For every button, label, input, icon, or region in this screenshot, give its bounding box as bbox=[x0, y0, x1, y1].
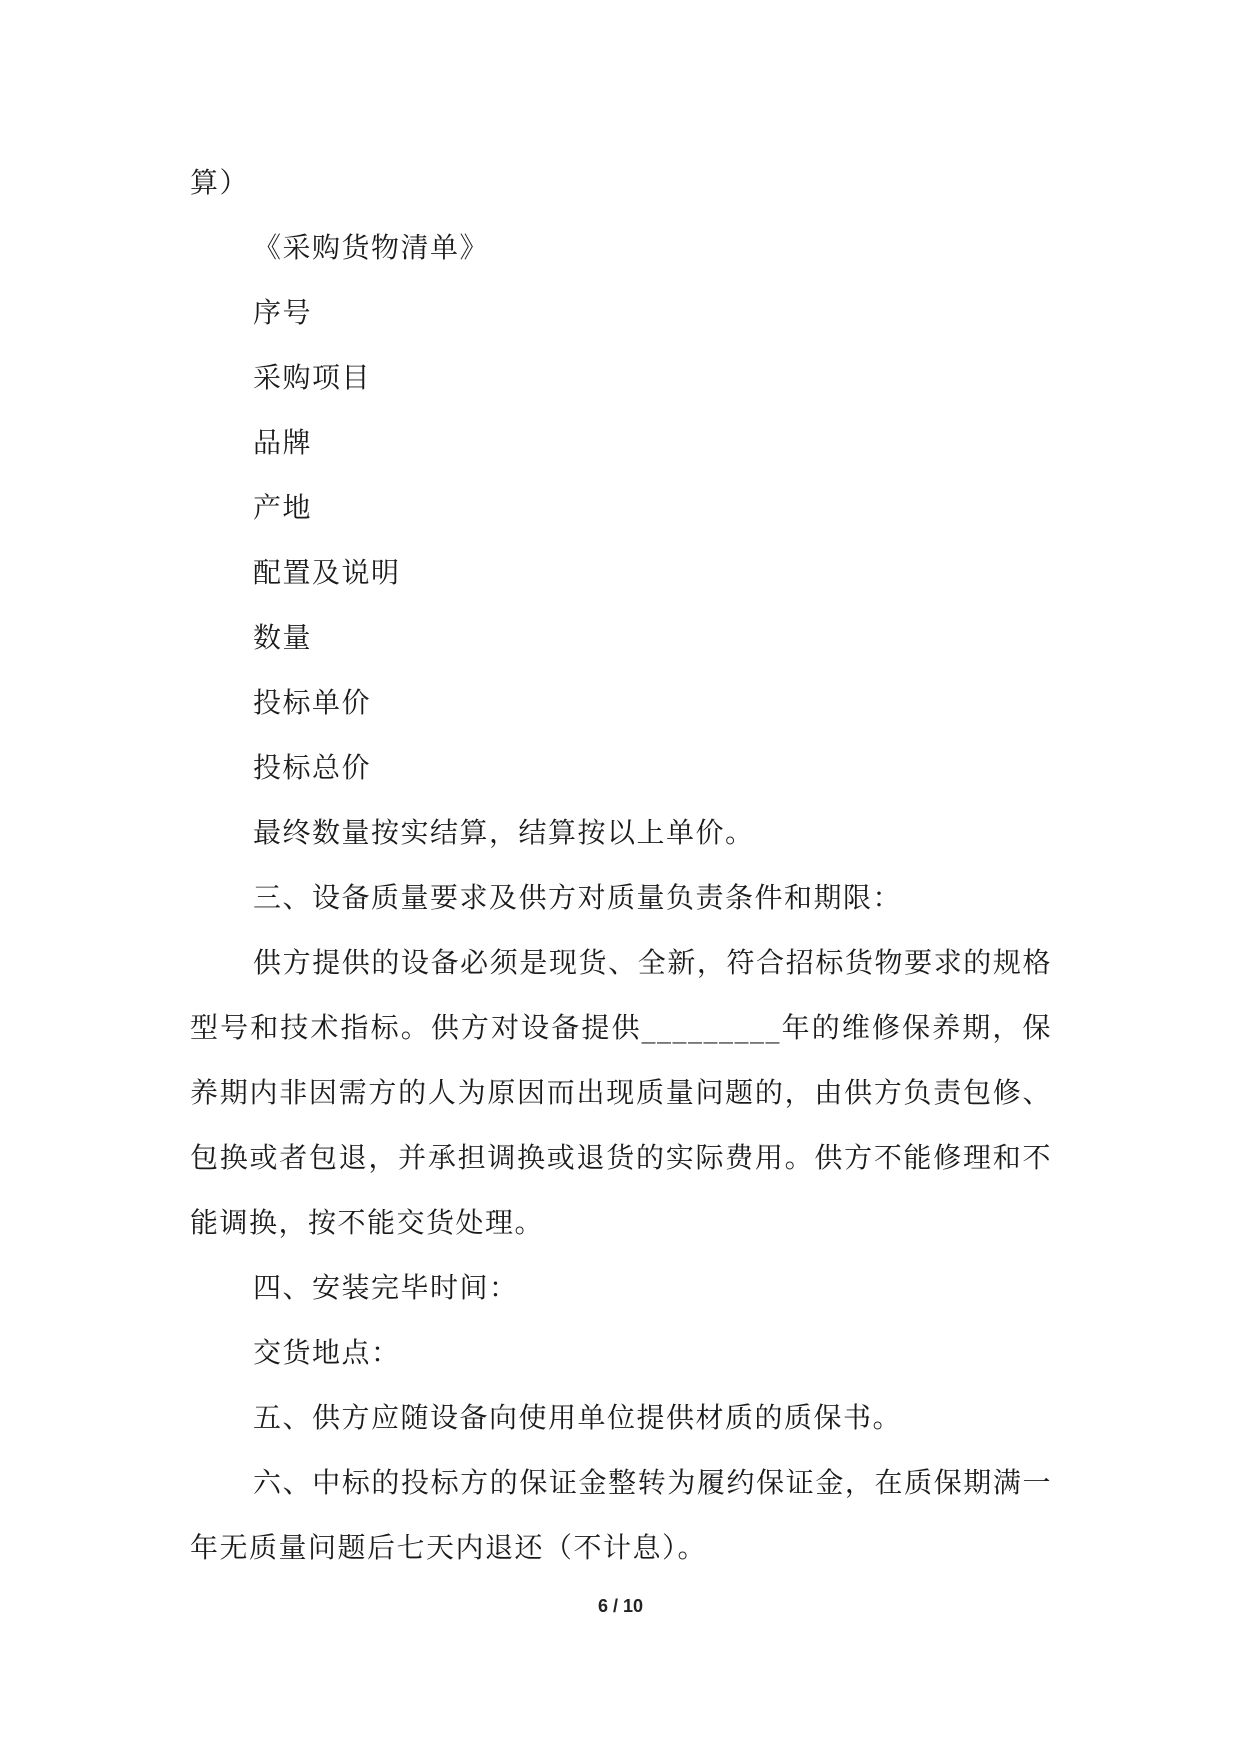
column-configuration: 配置及说明 bbox=[253, 556, 401, 589]
list-title: 《采购货物清单》 bbox=[253, 231, 490, 264]
column-procurement-item: 采购项目 bbox=[253, 361, 372, 394]
section-three-heading: 三、设备质量要求及供方对质量负责条件和期限： bbox=[253, 881, 903, 914]
section-five: 五、供方应随设备向使用单位提供材质的质保书。 bbox=[253, 1401, 903, 1434]
section-four-heading: 四、安装完毕时间： bbox=[253, 1271, 519, 1304]
section-six: 六、中标的投标方的保证金整转为履约保证金，在质保期满一年无质量问题后七天内退还（不计息）。 bbox=[190, 1466, 1052, 1564]
settlement-note: 最终数量按实结算，结算按以上单价。 bbox=[253, 816, 755, 849]
column-brand: 品牌 bbox=[253, 426, 313, 459]
column-total-price: 投标总价 bbox=[253, 751, 372, 784]
column-serial-number: 序号 bbox=[253, 296, 313, 329]
column-origin: 产地 bbox=[253, 491, 313, 524]
delivery-place: 交货地点： bbox=[253, 1336, 401, 1369]
continuation-text: 算） bbox=[190, 166, 250, 199]
document-body bbox=[190, 150, 1052, 1580]
quality-paragraph: 供方提供的设备必须是现货、全新，符合招标货物要求的规格型号和技术指标。供方对设备提供_________年的维修保养期，保养期内非因需方的人为原因而出现质量问题的，由供方负责包修、包换或者包退，并承担调换或退货的实际费用。供方不能修理和不能调换，按不能交货处理。 bbox=[190, 946, 1052, 1239]
column-quantity: 数量 bbox=[253, 621, 313, 654]
page-number: 6 / 10 bbox=[597, 1596, 644, 1616]
column-unit-price: 投标单价 bbox=[253, 686, 372, 719]
